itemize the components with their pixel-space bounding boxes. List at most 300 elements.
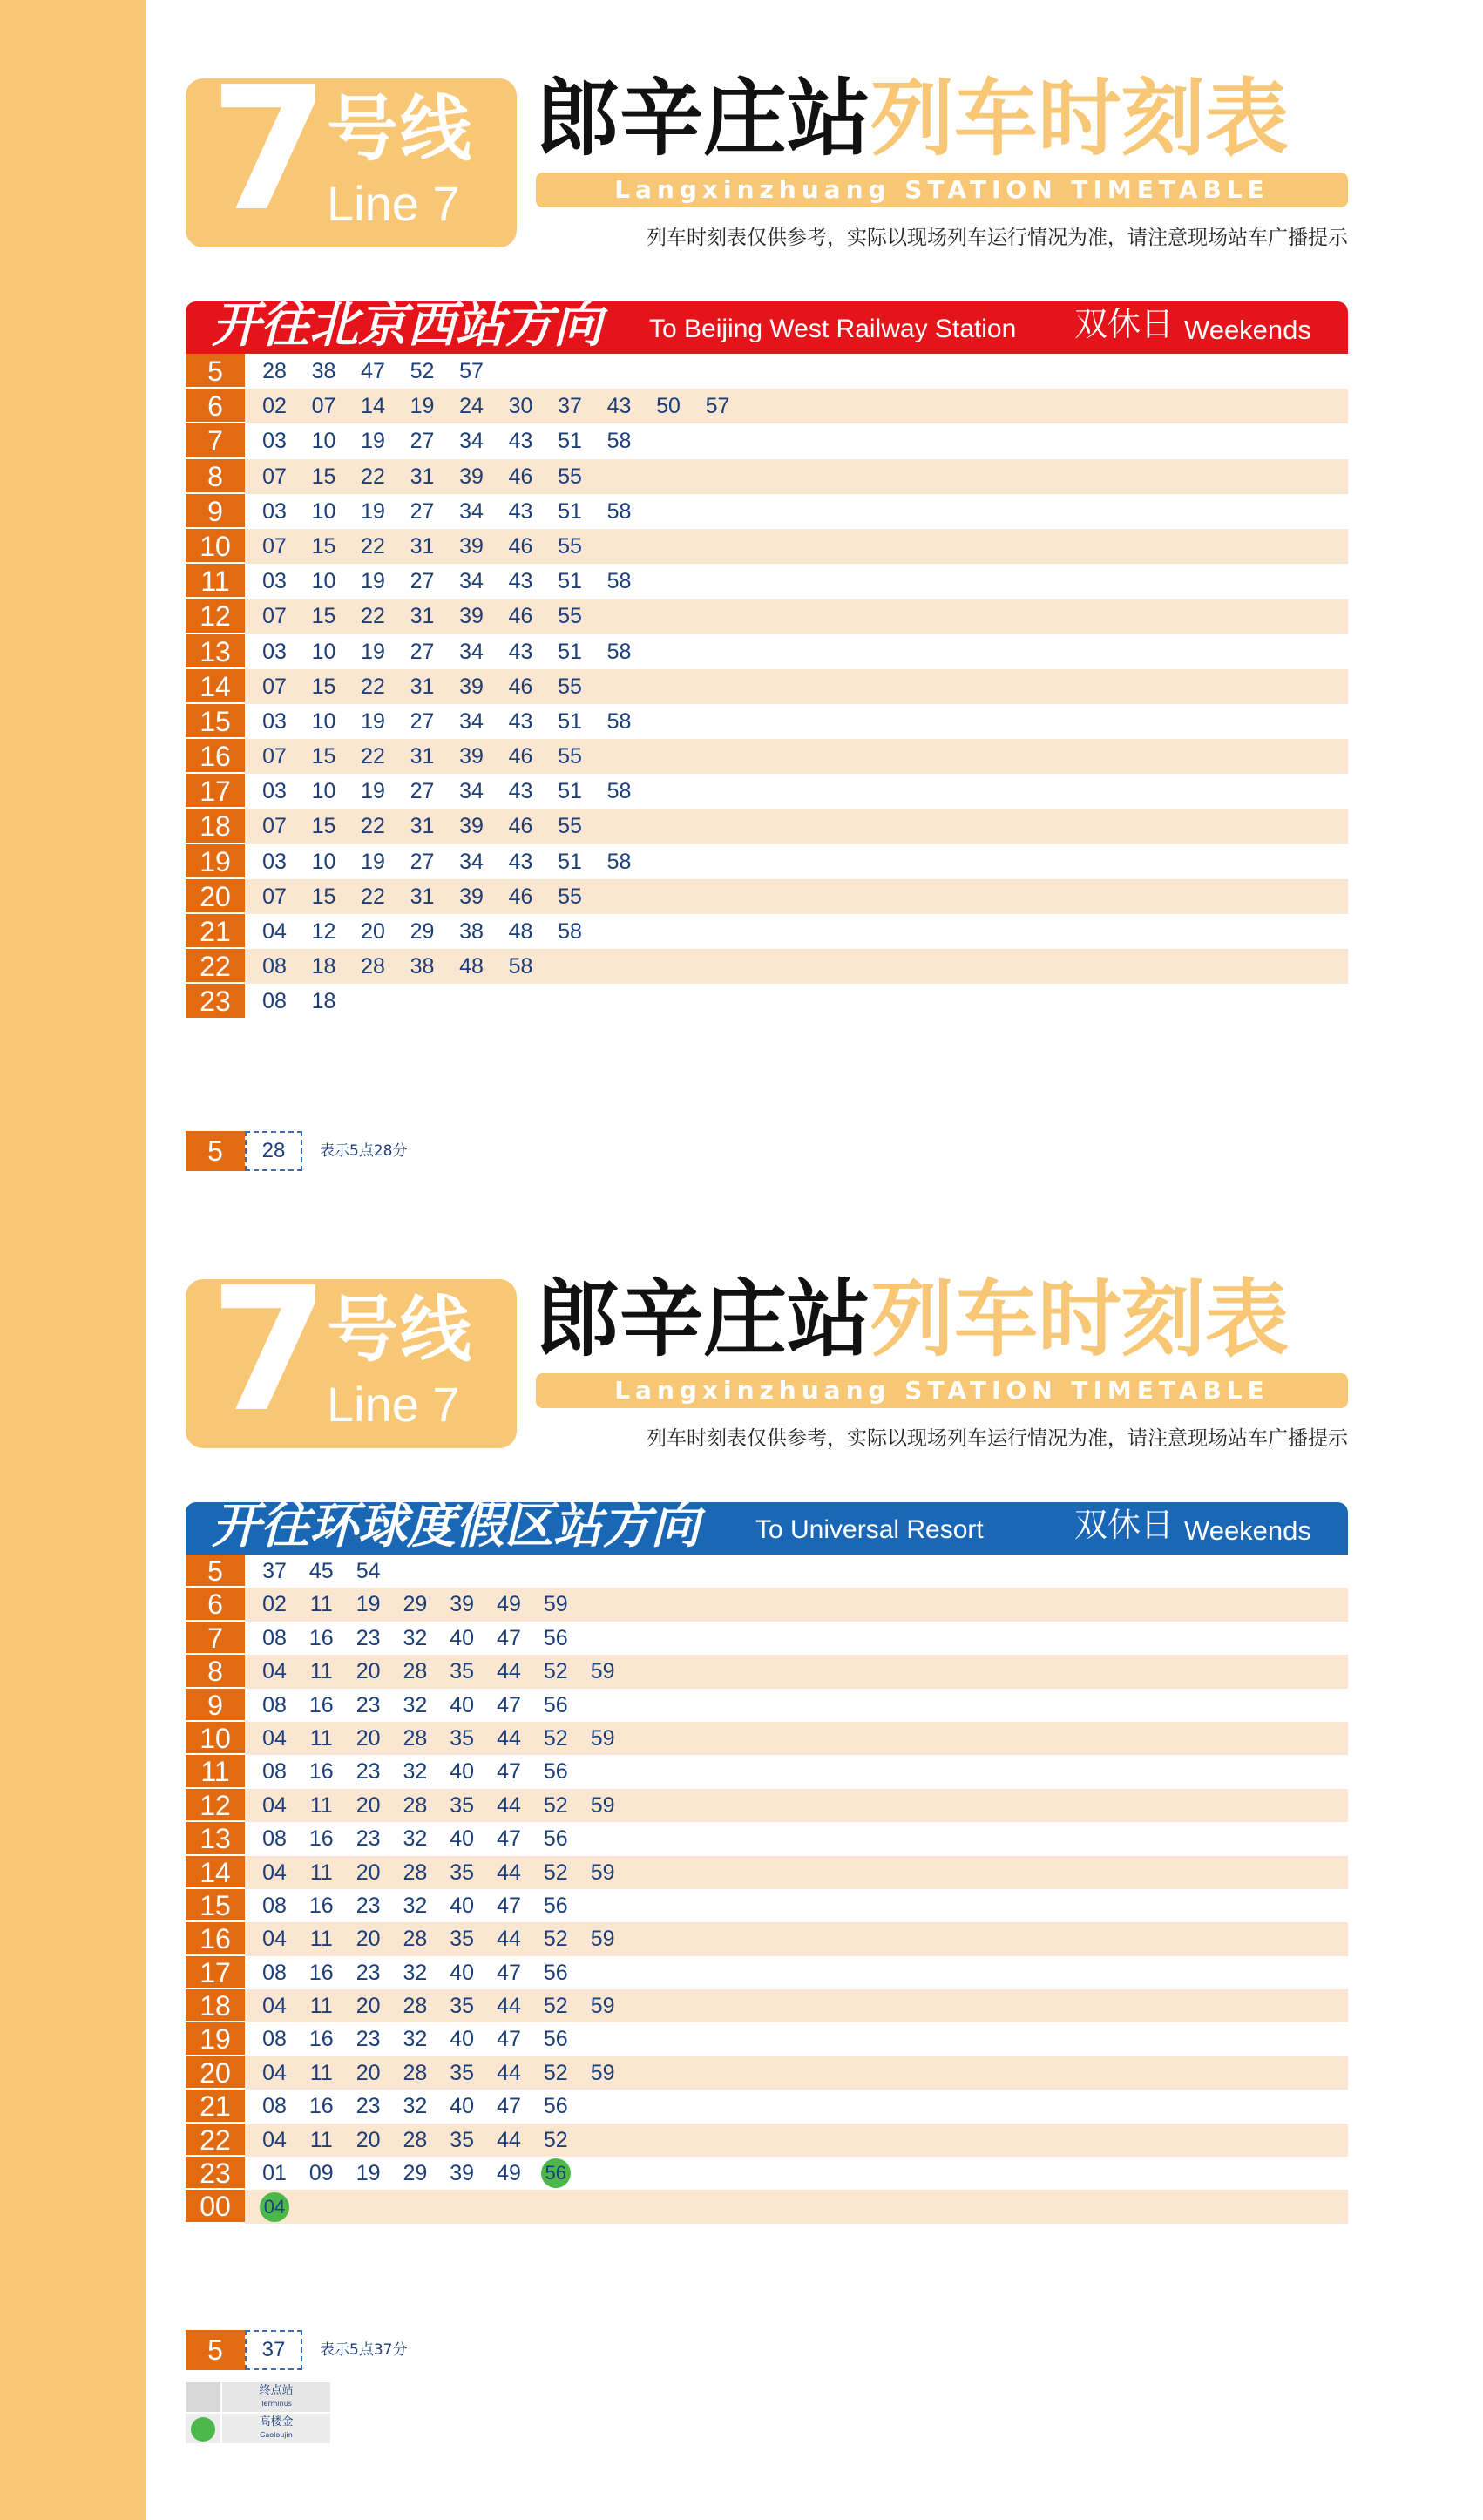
minute-value: 18 bbox=[311, 954, 336, 979]
minute-value: 51 bbox=[558, 429, 582, 454]
minute-value: 28 bbox=[403, 1927, 428, 1952]
minute-value: 08 bbox=[262, 1759, 287, 1785]
english-title-bar: Langxinzhuang STATION TIMETABLE bbox=[536, 1373, 1348, 1408]
minute-value: 54 bbox=[356, 1559, 381, 1583]
minute-value: 43 bbox=[508, 639, 533, 664]
minute-value: 34 bbox=[459, 569, 484, 594]
minute-value: 35 bbox=[450, 1792, 475, 1818]
hour-cell: 9 bbox=[186, 494, 245, 529]
minute-value: 55 bbox=[558, 604, 582, 629]
minute-value: 59 bbox=[590, 1725, 615, 1751]
hour-cell: 22 bbox=[186, 949, 245, 984]
minute-value: 30 bbox=[508, 394, 533, 419]
minute-value: 16 bbox=[308, 1692, 334, 1717]
minute-value: 22 bbox=[361, 814, 385, 839]
minute-value: 08 bbox=[262, 989, 287, 1014]
line-number: 7 bbox=[210, 51, 329, 249]
minute-value: 43 bbox=[508, 569, 533, 594]
minute-value: 04 bbox=[262, 2127, 287, 2152]
minute-value: 59 bbox=[590, 1792, 615, 1818]
minute-value: 03 bbox=[262, 639, 287, 664]
minute-value: 04 bbox=[262, 1792, 287, 1818]
minute-value: 44 bbox=[497, 1659, 521, 1684]
day-type-cn: 双休日 bbox=[1074, 1506, 1175, 1544]
minute-value: 15 bbox=[311, 814, 336, 839]
minute-value: 57 bbox=[459, 359, 484, 383]
terminus-station-cn: 高楼金 bbox=[259, 2415, 294, 2429]
minute-value: 52 bbox=[543, 1994, 568, 2019]
hour-cell: 23 bbox=[186, 2157, 245, 2190]
minute-value: 47 bbox=[497, 2027, 521, 2052]
table-row bbox=[186, 809, 1348, 843]
minute-value: 15 bbox=[311, 884, 336, 909]
minute-value: 32 bbox=[403, 1960, 428, 1985]
minute-value: 51 bbox=[558, 498, 582, 524]
minute-value: 40 bbox=[450, 1826, 475, 1852]
minute-value: 44 bbox=[497, 2127, 521, 2152]
minute-value: 57 bbox=[705, 394, 730, 419]
legend-hour: 5 bbox=[186, 2330, 245, 2370]
minute-value: 39 bbox=[450, 1592, 475, 1617]
minute-value: 59 bbox=[590, 1659, 615, 1684]
table-row bbox=[186, 1622, 1348, 1655]
minute-value: 20 bbox=[356, 2060, 381, 2085]
legend-minute: 37 bbox=[245, 2330, 302, 2370]
station-name: 郎辛庄站 bbox=[536, 1270, 870, 1368]
schedule-rows bbox=[186, 354, 1348, 1020]
table-row bbox=[186, 774, 1348, 809]
minute-value: 19 bbox=[361, 429, 385, 454]
minute-value: 49 bbox=[497, 1592, 521, 1617]
minute-value: 39 bbox=[459, 604, 484, 629]
minute-value: 22 bbox=[361, 884, 385, 909]
legend-example bbox=[186, 2330, 308, 2370]
minute-value: 32 bbox=[403, 1826, 428, 1852]
table-row bbox=[186, 879, 1348, 914]
minute-value: 27 bbox=[410, 779, 435, 804]
minute-value: 34 bbox=[459, 498, 484, 524]
minute-value: 19 bbox=[361, 849, 385, 874]
minute-value: 43 bbox=[508, 849, 533, 874]
minute-value: 22 bbox=[361, 464, 385, 489]
minute-value: 03 bbox=[262, 708, 287, 734]
minute-value: 56 bbox=[543, 2027, 568, 2052]
table-row bbox=[186, 1655, 1348, 1688]
disclaimer-note: 列车时刻表仅供参考，实际以现场列车运行情况为准，请注意现场站车广播提示 bbox=[647, 1427, 1348, 1450]
table-row bbox=[186, 984, 1348, 1019]
hour-cell: 21 bbox=[186, 2090, 245, 2123]
minute-value: 11 bbox=[309, 1927, 333, 1952]
minute-value: 43 bbox=[508, 708, 533, 734]
table-row bbox=[186, 634, 1348, 669]
minute-value: 58 bbox=[606, 569, 632, 594]
minute-value: 32 bbox=[403, 2027, 428, 2052]
hour-cell: 12 bbox=[186, 599, 245, 633]
table-row bbox=[186, 389, 1348, 423]
minute-value: 19 bbox=[361, 569, 385, 594]
hour-cell: 10 bbox=[186, 1722, 245, 1755]
minute-value: 11 bbox=[309, 1994, 333, 2019]
legend-hour: 5 bbox=[186, 1131, 245, 1171]
minute-value: 55 bbox=[558, 464, 582, 489]
table-row bbox=[186, 564, 1348, 599]
minute-value: 23 bbox=[356, 2027, 381, 2052]
day-type-en: Weekends bbox=[1184, 315, 1311, 345]
minute-value: 40 bbox=[450, 2027, 475, 2052]
minute-value: 18 bbox=[311, 989, 336, 1014]
minute-value: 04 bbox=[262, 1994, 287, 2019]
minute-value: 27 bbox=[410, 708, 435, 734]
table-row bbox=[186, 2022, 1348, 2056]
minute-value: 56 bbox=[543, 1826, 568, 1852]
minute-value: 50 bbox=[656, 394, 681, 419]
table-row bbox=[186, 739, 1348, 774]
minute-value: 11 bbox=[309, 2060, 333, 2085]
minute-value: 03 bbox=[262, 779, 287, 804]
minute-value: 20 bbox=[356, 1659, 381, 1684]
minute-value: 07 bbox=[262, 604, 287, 629]
minute-value: 46 bbox=[508, 464, 533, 489]
minute-value: 15 bbox=[311, 674, 336, 699]
table-row bbox=[186, 1689, 1348, 1722]
minute-value: 16 bbox=[308, 2027, 334, 2052]
minute-value: 28 bbox=[403, 1994, 428, 2019]
hour-cell: 19 bbox=[186, 2022, 245, 2056]
minute-value: 23 bbox=[356, 1692, 381, 1717]
minute-value: 58 bbox=[606, 708, 632, 734]
minute-value: 31 bbox=[410, 744, 435, 769]
timetable-label: 列车时刻表 bbox=[870, 70, 1289, 167]
hour-cell: 15 bbox=[186, 704, 245, 739]
table-row bbox=[186, 1555, 1348, 1588]
day-type-cn: 双休日 bbox=[1074, 305, 1175, 343]
minute-value: 56 bbox=[543, 1893, 568, 1918]
minute-value: 43 bbox=[508, 429, 533, 454]
minute-value: 22 bbox=[361, 674, 385, 699]
station-name: 郎辛庄站 bbox=[536, 70, 870, 167]
minute-value: 08 bbox=[262, 2027, 287, 2052]
minute-value: 47 bbox=[497, 1759, 521, 1785]
minute-value: 16 bbox=[308, 1960, 334, 1985]
legend-minute: 28 bbox=[245, 1131, 302, 1171]
minute-value: 08 bbox=[262, 954, 287, 979]
legend-text: 表示5点28分 bbox=[320, 1142, 408, 1160]
minute-value: 23 bbox=[356, 2094, 381, 2119]
minute-value: 28 bbox=[262, 359, 287, 383]
hour-cell: 5 bbox=[186, 354, 245, 389]
minute-value: 08 bbox=[262, 2094, 287, 2119]
minute-value: 22 bbox=[361, 744, 385, 769]
minute-value: 04 bbox=[262, 2060, 287, 2085]
minute-value: 19 bbox=[410, 394, 435, 419]
hour-cell: 8 bbox=[186, 1655, 245, 1688]
minute-value: 39 bbox=[459, 744, 484, 769]
table-row bbox=[186, 2124, 1348, 2157]
minute-value: 44 bbox=[497, 1927, 521, 1952]
minute-value: 20 bbox=[356, 1725, 381, 1751]
minute-value: 51 bbox=[558, 779, 582, 804]
direction-en: To Beijing West Railway Station bbox=[649, 315, 1017, 343]
line-label-cn: 号线 bbox=[327, 1289, 474, 1372]
minute-value: 58 bbox=[606, 429, 632, 454]
minute-value: 28 bbox=[361, 954, 385, 979]
minute-value: 38 bbox=[311, 359, 336, 383]
minute-value: 58 bbox=[606, 779, 632, 804]
minute-value: 19 bbox=[356, 2161, 381, 2186]
terminus-minute: 56 bbox=[541, 2158, 571, 2188]
minute-value: 59 bbox=[590, 2060, 615, 2085]
minute-value: 52 bbox=[543, 1792, 568, 1818]
hour-cell: 7 bbox=[186, 423, 245, 458]
minute-value: 28 bbox=[403, 1792, 428, 1818]
minute-value: 29 bbox=[403, 2161, 428, 2186]
minute-value: 34 bbox=[459, 708, 484, 734]
minute-value: 19 bbox=[361, 708, 385, 734]
minute-value: 34 bbox=[459, 429, 484, 454]
line-badge bbox=[186, 51, 517, 249]
table-row bbox=[186, 844, 1348, 879]
minute-value: 11 bbox=[309, 1659, 333, 1684]
minute-value: 46 bbox=[508, 604, 533, 629]
minute-value: 51 bbox=[558, 708, 582, 734]
minute-value: 08 bbox=[262, 1692, 287, 1717]
line-number: 7 bbox=[210, 1251, 329, 1450]
minute-value: 32 bbox=[403, 1692, 428, 1717]
legend-text: 表示5点37分 bbox=[320, 2341, 408, 2359]
minute-value: 35 bbox=[450, 1994, 475, 2019]
minute-value: 35 bbox=[450, 1725, 475, 1751]
minute-value: 48 bbox=[508, 919, 533, 944]
minute-value: 56 bbox=[543, 1960, 568, 1985]
table-row bbox=[186, 914, 1348, 949]
table-row bbox=[186, 599, 1348, 633]
minute-value: 15 bbox=[311, 464, 336, 489]
direction-bar bbox=[186, 1498, 1348, 1555]
minute-value: 52 bbox=[543, 1659, 568, 1684]
minute-value: 23 bbox=[356, 1625, 381, 1650]
minute-value: 34 bbox=[459, 779, 484, 804]
minute-value: 15 bbox=[311, 533, 336, 559]
minute-value: 29 bbox=[410, 919, 435, 944]
table-row bbox=[186, 1588, 1348, 1621]
minute-value: 39 bbox=[459, 674, 484, 699]
minute-value: 52 bbox=[543, 2060, 568, 2085]
minute-value: 19 bbox=[361, 639, 385, 664]
hour-cell: 20 bbox=[186, 2056, 245, 2090]
minute-value: 52 bbox=[543, 2127, 568, 2152]
minute-value: 46 bbox=[508, 814, 533, 839]
hour-cell: 18 bbox=[186, 1989, 245, 2022]
minute-value: 44 bbox=[497, 1860, 521, 1885]
minute-value: 11 bbox=[309, 1725, 333, 1751]
table-row bbox=[186, 704, 1348, 739]
direction-en: To Universal Resort bbox=[755, 1515, 984, 1544]
table-row bbox=[186, 459, 1348, 494]
minute-value: 46 bbox=[508, 533, 533, 559]
day-type-en: Weekends bbox=[1184, 1515, 1311, 1546]
page-title bbox=[536, 70, 1289, 167]
hour-cell: 17 bbox=[186, 1956, 245, 1989]
table-row bbox=[186, 1789, 1348, 1822]
hour-cell: 6 bbox=[186, 389, 245, 423]
minute-value: 40 bbox=[450, 1759, 475, 1785]
hour-cell: 13 bbox=[186, 1822, 245, 1855]
minute-value: 35 bbox=[450, 2060, 475, 2085]
minute-value: 39 bbox=[459, 464, 484, 489]
minute-value: 34 bbox=[459, 639, 484, 664]
minute-value: 44 bbox=[497, 1994, 521, 2019]
table-row bbox=[186, 529, 1348, 564]
minute-value: 24 bbox=[459, 394, 484, 419]
hour-cell: 15 bbox=[186, 1889, 245, 1922]
hour-cell: 20 bbox=[186, 879, 245, 914]
hour-cell: 21 bbox=[186, 914, 245, 949]
minute-value: 28 bbox=[403, 1659, 428, 1684]
minute-value: 40 bbox=[450, 2094, 475, 2119]
minute-value: 39 bbox=[459, 533, 484, 559]
minute-value: 58 bbox=[606, 849, 632, 874]
minute-value: 52 bbox=[543, 1860, 568, 1885]
minute-value: 52 bbox=[543, 1927, 568, 1952]
hour-cell: 13 bbox=[186, 634, 245, 669]
hour-cell: 10 bbox=[186, 529, 245, 564]
minute-value: 47 bbox=[497, 1625, 521, 1650]
minute-value: 19 bbox=[356, 1592, 381, 1617]
minute-value: 22 bbox=[361, 604, 385, 629]
minute-value: 28 bbox=[403, 1725, 428, 1751]
table-row bbox=[186, 1856, 1348, 1889]
minute-value: 52 bbox=[543, 1725, 568, 1751]
line-label-en: Line 7 bbox=[327, 1377, 460, 1432]
minute-value: 59 bbox=[590, 1994, 615, 2019]
minute-value: 52 bbox=[410, 359, 435, 383]
minute-value: 47 bbox=[497, 1960, 521, 1985]
minute-value: 08 bbox=[262, 1893, 287, 1918]
minute-value: 16 bbox=[308, 1759, 334, 1785]
minute-value: 10 bbox=[311, 569, 336, 594]
table-row bbox=[186, 949, 1348, 984]
minute-value: 02 bbox=[262, 1592, 287, 1617]
hour-cell: 23 bbox=[186, 984, 245, 1019]
hour-cell: 19 bbox=[186, 844, 245, 879]
table-row bbox=[186, 1956, 1348, 1989]
minute-value: 16 bbox=[308, 1826, 334, 1852]
minute-value: 14 bbox=[361, 394, 385, 419]
minute-value: 04 bbox=[262, 1659, 287, 1684]
terminus-station-en: Gaoloujin bbox=[260, 2431, 293, 2439]
minute-value: 07 bbox=[262, 533, 287, 559]
hour-cell: 5 bbox=[186, 1555, 245, 1588]
minute-value: 43 bbox=[508, 498, 533, 524]
minute-value: 55 bbox=[558, 884, 582, 909]
line-badge bbox=[186, 1251, 517, 1450]
minute-value: 59 bbox=[590, 1927, 615, 1952]
minute-value: 07 bbox=[262, 674, 287, 699]
minute-value: 31 bbox=[410, 814, 435, 839]
minute-value: 55 bbox=[558, 814, 582, 839]
minute-value: 10 bbox=[311, 498, 336, 524]
minute-value: 34 bbox=[459, 849, 484, 874]
hour-cell: 14 bbox=[186, 669, 245, 704]
minute-value: 51 bbox=[558, 639, 582, 664]
minute-value: 03 bbox=[262, 498, 287, 524]
minute-value: 35 bbox=[450, 1659, 475, 1684]
hour-cell: 18 bbox=[186, 809, 245, 843]
minute-value: 23 bbox=[356, 1893, 381, 1918]
minute-value: 28 bbox=[403, 1860, 428, 1885]
minute-value: 45 bbox=[308, 1559, 334, 1583]
minute-value: 31 bbox=[410, 464, 435, 489]
minute-value: 58 bbox=[558, 919, 582, 944]
hour-cell: 6 bbox=[186, 1588, 245, 1621]
minute-value: 27 bbox=[410, 498, 435, 524]
minute-value: 20 bbox=[356, 1927, 381, 1952]
table-row bbox=[186, 423, 1348, 458]
minute-value: 39 bbox=[450, 2161, 475, 2186]
minute-value: 03 bbox=[262, 429, 287, 454]
minute-value: 09 bbox=[308, 2161, 334, 2186]
minute-value: 40 bbox=[450, 1625, 475, 1650]
minute-value: 12 bbox=[311, 919, 336, 944]
minute-value: 38 bbox=[410, 954, 435, 979]
minute-value: 32 bbox=[403, 1625, 428, 1650]
hour-cell: 14 bbox=[186, 1856, 245, 1889]
minute-value: 58 bbox=[606, 639, 632, 664]
table-row bbox=[186, 669, 1348, 704]
minute-value: 47 bbox=[361, 359, 385, 383]
hour-cell: 00 bbox=[186, 2190, 245, 2223]
legend-example bbox=[186, 1131, 308, 1171]
minute-value: 44 bbox=[497, 1725, 521, 1751]
table-row bbox=[186, 2090, 1348, 2123]
minute-value: 37 bbox=[262, 1559, 287, 1583]
minute-value: 10 bbox=[311, 779, 336, 804]
hour-cell: 16 bbox=[186, 739, 245, 774]
minute-value: 10 bbox=[311, 849, 336, 874]
minute-value: 07 bbox=[311, 394, 336, 419]
minute-value: 07 bbox=[262, 464, 287, 489]
minute-value: 08 bbox=[262, 1960, 287, 1985]
table-row bbox=[186, 2190, 1348, 2223]
minute-value: 28 bbox=[403, 2127, 428, 2152]
table-row bbox=[186, 2056, 1348, 2090]
direction-bar bbox=[186, 297, 1348, 354]
minute-value: 38 bbox=[459, 919, 484, 944]
table-row bbox=[186, 1889, 1348, 1922]
hour-cell: 8 bbox=[186, 459, 245, 494]
terminus-dot-icon bbox=[191, 2417, 215, 2442]
minute-value: 56 bbox=[543, 1625, 568, 1650]
minute-value: 02 bbox=[262, 394, 287, 419]
hour-cell: 7 bbox=[186, 1622, 245, 1655]
minute-value: 27 bbox=[410, 639, 435, 664]
minute-value: 22 bbox=[361, 533, 385, 559]
minute-value: 04 bbox=[262, 1927, 287, 1952]
terminus-key-row bbox=[186, 2414, 330, 2445]
minute-value: 27 bbox=[410, 429, 435, 454]
minute-value: 04 bbox=[262, 919, 287, 944]
minute-value: 20 bbox=[356, 1792, 381, 1818]
minute-value: 59 bbox=[543, 1592, 568, 1617]
minute-value: 32 bbox=[403, 1893, 428, 1918]
minute-value: 03 bbox=[262, 849, 287, 874]
hour-cell: 22 bbox=[186, 2124, 245, 2157]
minute-value: 28 bbox=[403, 2060, 428, 2085]
minute-value: 44 bbox=[497, 2060, 521, 2085]
hour-cell: 12 bbox=[186, 1789, 245, 1822]
minute-value: 47 bbox=[497, 1692, 521, 1717]
minute-value: 56 bbox=[543, 1759, 568, 1785]
